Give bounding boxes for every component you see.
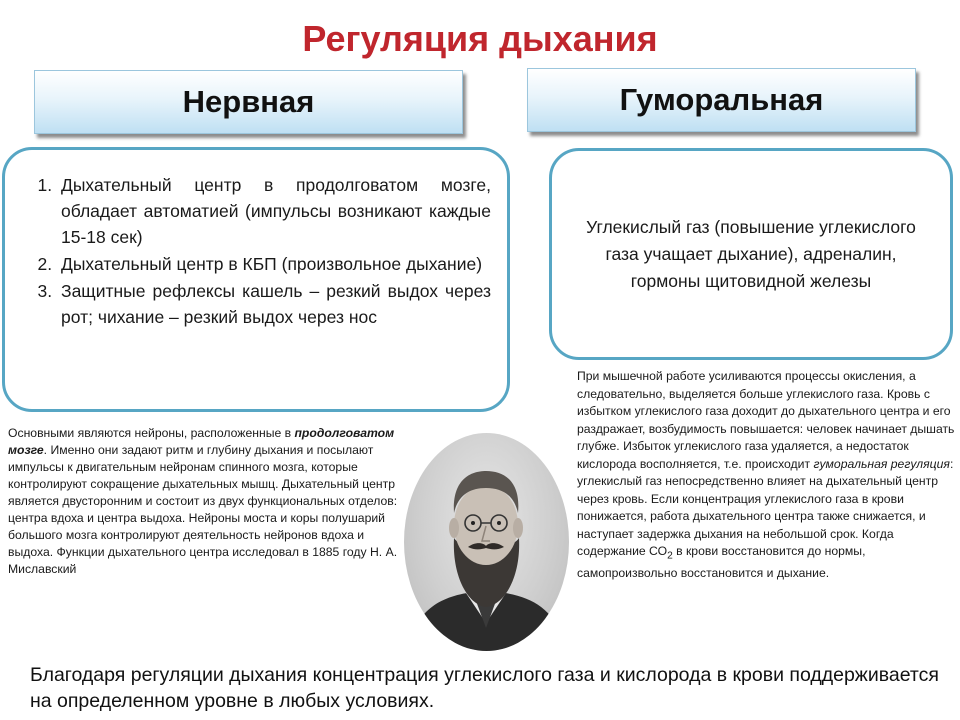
nervous-note-part2: . Именно они задают ритм и глубину дыхания и посылают импульсы к двигательным нейронам спинного мозга, которые контролируют сокращение дыхательных мышц. Дыхательный центр является двусторонним и состоит из двух функциональных отделов: центра вдоха и центра выдоха. Нейроны моста и коры полушарий большого мозга контролируют деятельность нейронов вдоха и выдоха. Функции дыхательного центра исследовал в 1885 году Н. А. Миславский — [8, 443, 398, 576]
portrait-photo — [404, 433, 569, 651]
humoral-note-part2: : углекислый газ непосредственно влияет на дыхательный центр через кровь. Если концентрация углекислого газа в крови понижается, работа дыхательного центра также снижается, и наступает задержка дыхания на небольшой срок. Когда содержание СО — [577, 456, 954, 558]
nervous-list — [21, 172, 491, 330]
list-item: 1. Дыхательный центр в продолговатом мозге, обладает автоматией (импульсы возникают каждые 15-18 сек) — [57, 172, 491, 250]
list-item: 3. Защитные рефлексы кашель – резкий выдох через рот; чихание – резкий выдох через нос — [57, 278, 491, 330]
humoral-note — [577, 368, 957, 582]
humoral-regulation-box — [549, 148, 953, 360]
nervous-note-emphasis: продолговатом мозге — [8, 426, 395, 457]
portrait-illustration — [404, 433, 569, 651]
humoral-note-subscript: 2 — [667, 550, 673, 562]
page-title: Регуляция дыхания — [302, 18, 658, 59]
humoral-note-part1: При мышечной работе усиливаются процессы окисления, а следовательно, выделяется больше углекислого газа. Кровь с избытком углекислого газа доходит до дыхательного центра и его раздражает, возбудимость повышается: человек начинает дышать глубже. Избыток углекислого газа удаляется, а недостаток кислорода восполняется, т.е. происходит — [577, 369, 955, 471]
list-item: 2. Дыхательный центр в КБП (произвольное дыхание) — [57, 251, 491, 277]
nervous-regulation-box — [2, 147, 510, 412]
humoral-note-emphasis: гуморальная регуляция — [813, 456, 950, 471]
conclusion-text: Благодаря регуляции дыхания концентрация углекислого газа и кислорода в крови поддерживается на определенном уровне в любых условиях. — [30, 664, 939, 712]
nervous-note — [8, 425, 406, 578]
nervous-header: Нервная — [34, 70, 463, 134]
humoral-note-part3: в крови восстановится до нормы, самопроизвольно восстановится и дыхание. — [577, 544, 866, 580]
nervous-note-part1: Основными являются нейроны, расположенные в — [8, 426, 295, 440]
humoral-header: Гуморальная — [527, 68, 916, 132]
humoral-text: Углекислый газ (повышение углекислого газа учащает дыхание), адреналин, гормоны щитовидной железы — [586, 216, 916, 291]
